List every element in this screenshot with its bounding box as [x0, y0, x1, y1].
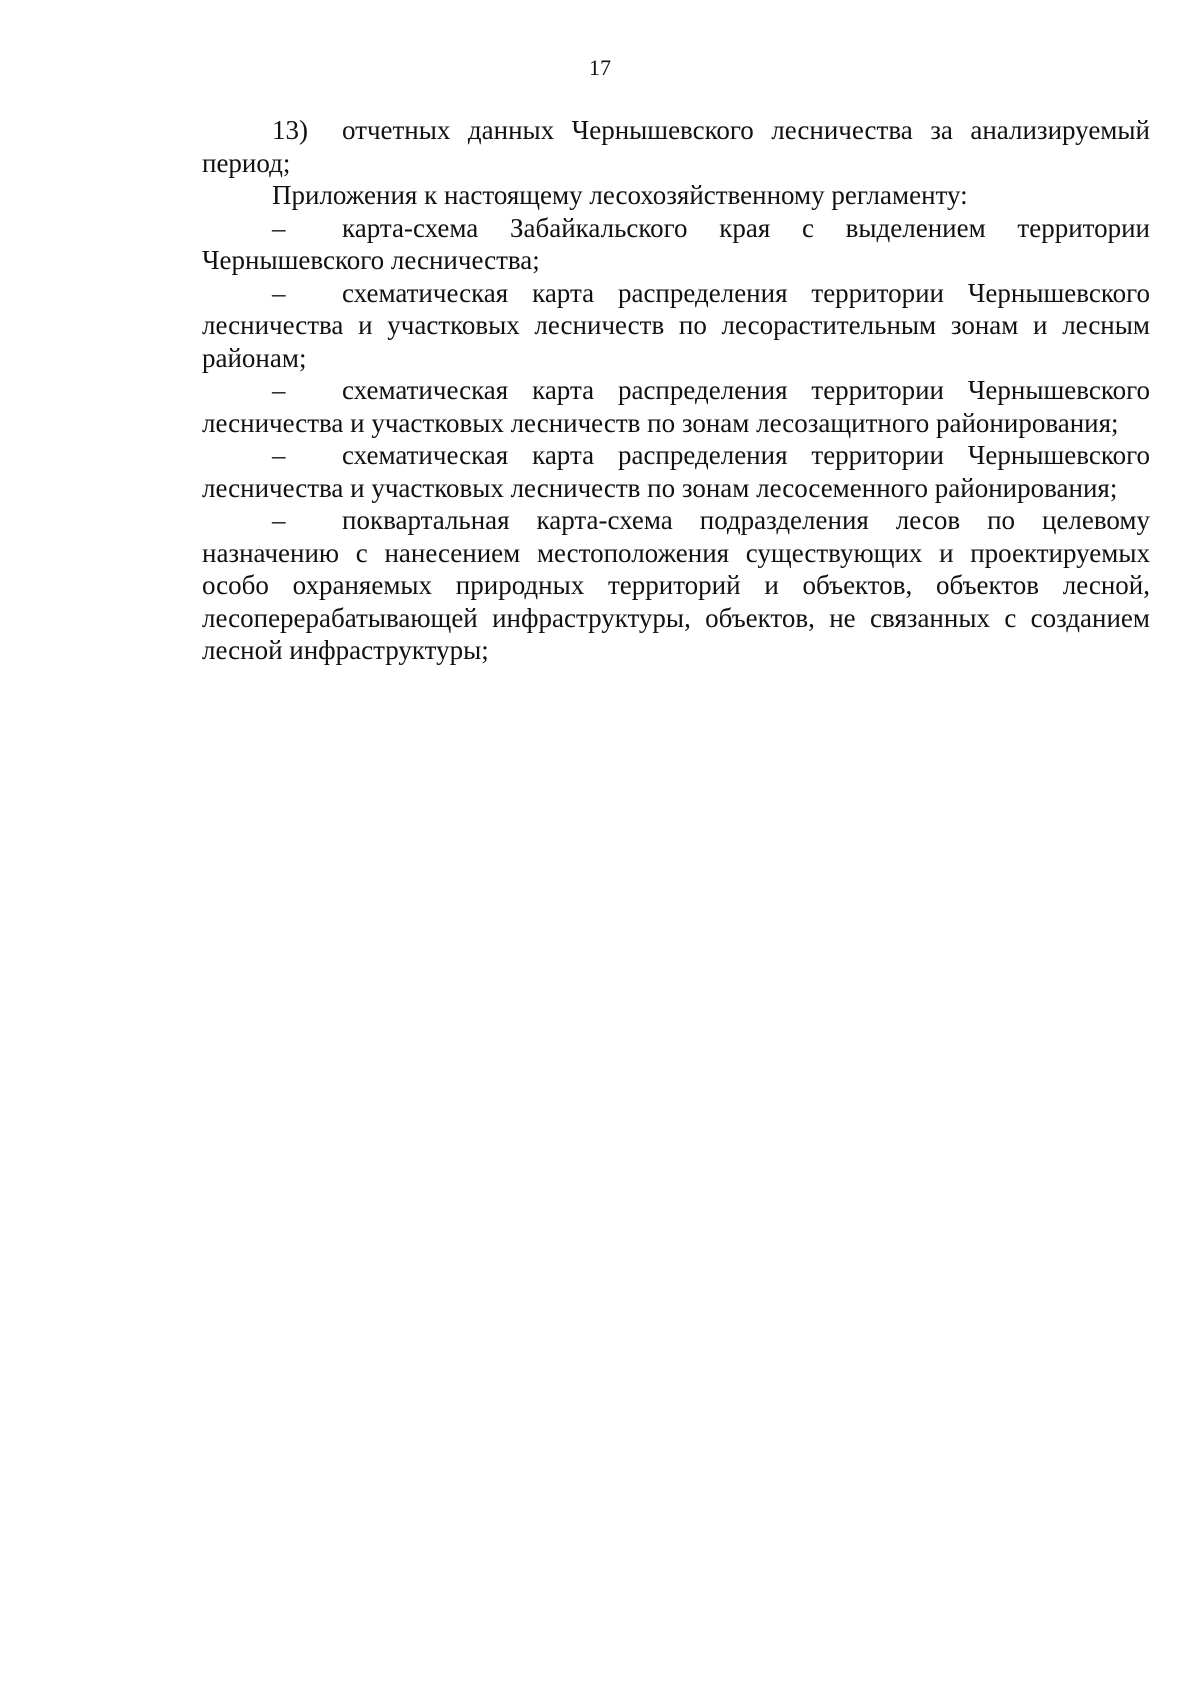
- dash-bullet: –: [272, 277, 286, 308]
- dash-bullet: –: [272, 375, 286, 405]
- appendix-text: схематическая карта распределения территории Чернышевского лесничества и участковых лесничеств по лесорастительным зонам и лесным районам;: [202, 277, 1150, 373]
- document-body: [202, 114, 1150, 667]
- item-number: 13): [272, 115, 308, 145]
- dash-bullet: –: [272, 212, 286, 243]
- appendix-item: [202, 439, 1150, 504]
- appendix-text: схематическая карта распределения территории Чернышевского лесничества и участковых лесничеств по зонам лесозащитного районирования;: [202, 375, 1150, 438]
- dash-bullet: –: [272, 440, 286, 470]
- appendix-item: [202, 277, 1150, 375]
- item-text: отчетных данных Чернышевского лесничества за анализируемый период;: [202, 115, 1150, 178]
- appendix-item: [202, 504, 1150, 667]
- dash-bullet: –: [272, 505, 286, 535]
- page-number: 17: [589, 55, 611, 80]
- appendix-text: схематическая карта распределения территории Чернышевского лесничества и участковых лесничеств по зонам лесосеменного районирования;: [202, 440, 1150, 503]
- list-item-13: [202, 114, 1150, 179]
- appendices-intro: Приложения к настоящему лесохозяйственному регламенту:: [272, 180, 968, 210]
- appendix-item: [202, 374, 1150, 439]
- appendix-item: [202, 212, 1150, 277]
- appendix-text: поквартальная карта-схема подразделения лесов по целевому назначению с нанесением местоположения существующих и проектируемых особо охраняемых природных территорий и объектов, объектов лесной, лесоперерабатывающей инфраструктуры, объектов, не связанных с созданием лесной инфраструктуры;: [202, 505, 1150, 665]
- appendix-text: карта-схема Забайкальского края с выделением территории Чернышевского лесничества;: [202, 212, 1150, 275]
